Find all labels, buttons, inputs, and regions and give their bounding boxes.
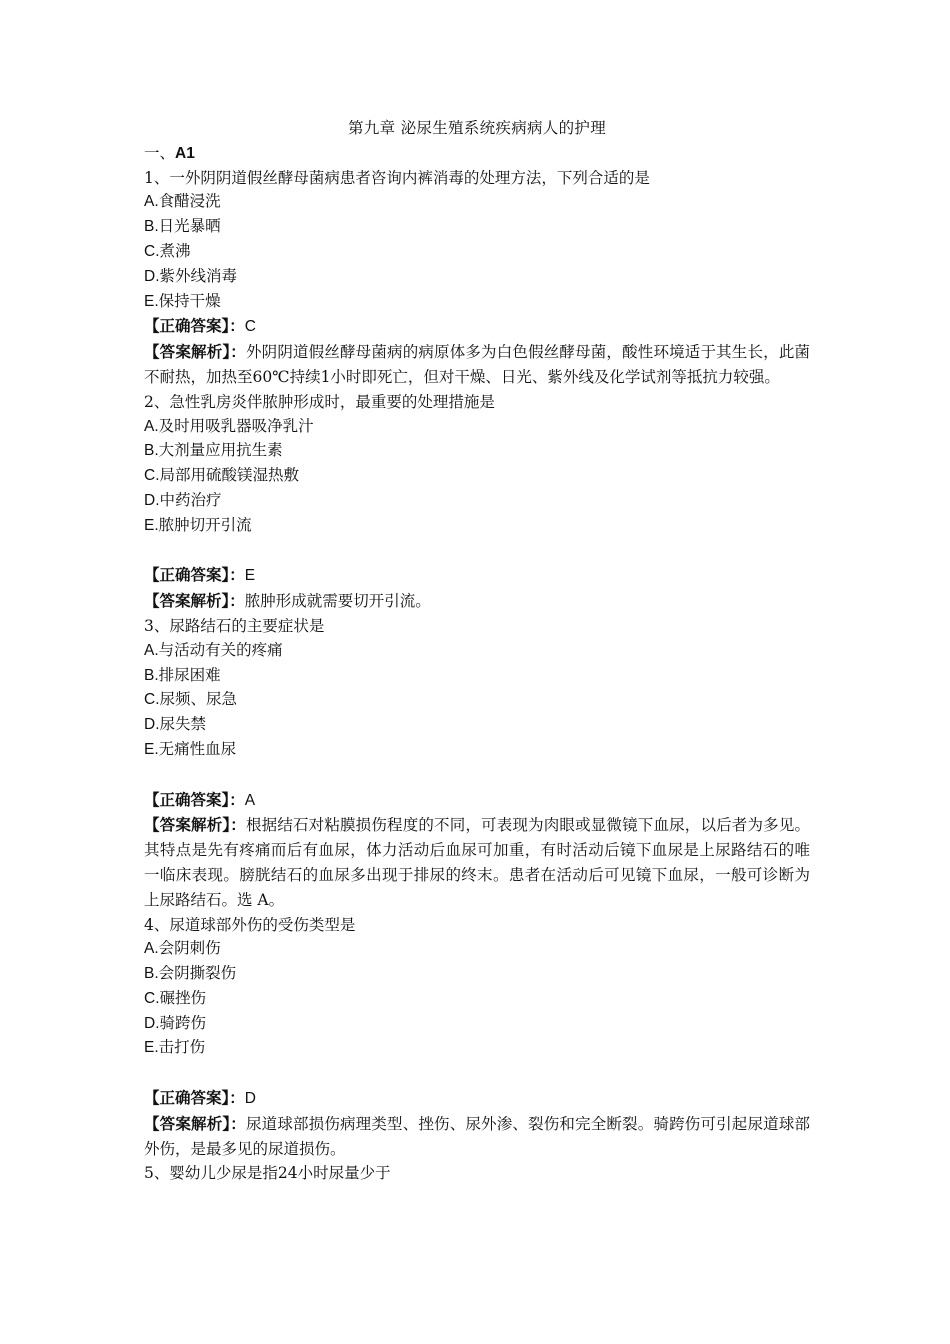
section-prefix: 一、: [144, 143, 176, 162]
option-e: E.击打伤: [144, 1039, 206, 1057]
blank-line: [144, 763, 810, 788]
question-5: [144, 1161, 810, 1186]
answer-label: 【正确答案】：: [144, 317, 245, 336]
option-d: D.中药治疗: [144, 491, 222, 509]
question-stem: 1、一外阴阴道假丝酵母菌病患者咨询内裤消毒的处理方法，下列合适的是: [144, 168, 650, 187]
option-c: C.碾挫伤: [144, 989, 207, 1007]
option-a: A.与活动有关的疼痛: [144, 641, 283, 659]
answer-analysis: [144, 813, 810, 912]
answer-value: D: [244, 1090, 256, 1108]
option-b: B.排尿困难: [144, 666, 221, 684]
answer-analysis: [144, 1112, 810, 1162]
analysis-text: 根据结石对粘膜损伤程度的不同，可表现为肉眼或显微镜下血尿，以后者为多见。其特点是先有疼痛而后有血尿，体力活动后血尿可加重，有时活动后镜下血尿是上尿路结石的唯一临床表现。膀胱结石的血尿多出现于排尿的终末。患者在活动后可见镜下血尿，一般可诊断为上尿路结石。选 A。: [144, 816, 810, 909]
question-3: [144, 614, 810, 913]
option-a: A.食醋浸洗: [144, 193, 221, 211]
correct-answer: [144, 563, 810, 589]
answer-label: 【正确答案】：: [144, 566, 245, 585]
question-stem: 3、尿路结石的主要症状是: [144, 616, 325, 635]
answer-label: 【正确答案】：: [144, 790, 245, 809]
analysis-label: 【答案解析】：: [144, 592, 245, 611]
analysis-label: 【答案解析】：: [144, 816, 246, 835]
option-e: E.保持干燥: [144, 292, 221, 310]
option-a: A.及时用吸乳器吸净乳汁: [144, 417, 314, 435]
option-d: D.紫外线消毒: [144, 267, 238, 285]
answer-analysis: [144, 340, 810, 390]
option-c: C.局部用硫酸镁湿热敷: [144, 467, 300, 485]
question-4: [144, 913, 810, 1162]
analysis-label: 【答案解析】：: [144, 343, 246, 362]
question-stem: 2、急性乳房炎伴脓肿形成时，最重要的处理措施是: [144, 392, 495, 411]
question-stem: 4、尿道球部外伤的受伤类型是: [144, 915, 356, 934]
question-2: [144, 390, 810, 614]
analysis-label: 【答案解析】：: [144, 1114, 246, 1133]
option-d: D.尿失禁: [144, 716, 207, 734]
correct-answer: [144, 788, 810, 814]
section-label: A1: [175, 144, 195, 162]
correct-answer: [144, 314, 810, 340]
answer-analysis: [144, 589, 810, 614]
analysis-text: 外阴阴道假丝酵母菌病的病原体多为白色假丝酵母菌，酸性环境适于其生长，此菌不耐热，加热至60℃持续1小时即死亡，但对干燥、日光、紫外线及化学试剂等抵抗力较强。: [144, 343, 810, 386]
question-stem: 5、婴幼儿少尿是指24小时尿量少于: [144, 1164, 391, 1183]
answer-value: E: [244, 567, 256, 585]
correct-answer: [144, 1086, 810, 1112]
option-a: A.会阴刺伤: [144, 940, 221, 958]
option-b: B.大剂量应用抗生素: [144, 442, 283, 460]
option-b: B.会阴撕裂伤: [144, 965, 237, 983]
answer-value: A: [244, 791, 256, 809]
option-c: C.煮沸: [144, 242, 191, 260]
analysis-text: 尿道球部损伤病理类型、挫伤、尿外渗、裂伤和完全断裂。骑跨伤可引起尿道球部外伤，是最多见的尿道损伤。: [144, 1114, 810, 1158]
answer-label: 【正确答案】：: [144, 1089, 245, 1108]
question-1: [144, 166, 810, 390]
blank-line: [144, 539, 810, 564]
document-body: [144, 116, 810, 1186]
option-c: C.尿频、尿急: [144, 691, 238, 709]
option-e: E.无痛性血尿: [144, 740, 237, 758]
chapter-title: 第九章 泌尿生殖系统疾病病人的护理: [347, 119, 607, 137]
analysis-text: 脓肿形成就需要切开引流。: [244, 592, 431, 611]
answer-value: C: [244, 318, 256, 336]
blank-line: [144, 1061, 810, 1086]
option-e: E.脓肿切开引流: [144, 516, 252, 534]
option-d: D.骑跨伤: [144, 1014, 207, 1032]
option-b: B.日光暴晒: [144, 218, 221, 236]
section-heading: [144, 141, 810, 166]
